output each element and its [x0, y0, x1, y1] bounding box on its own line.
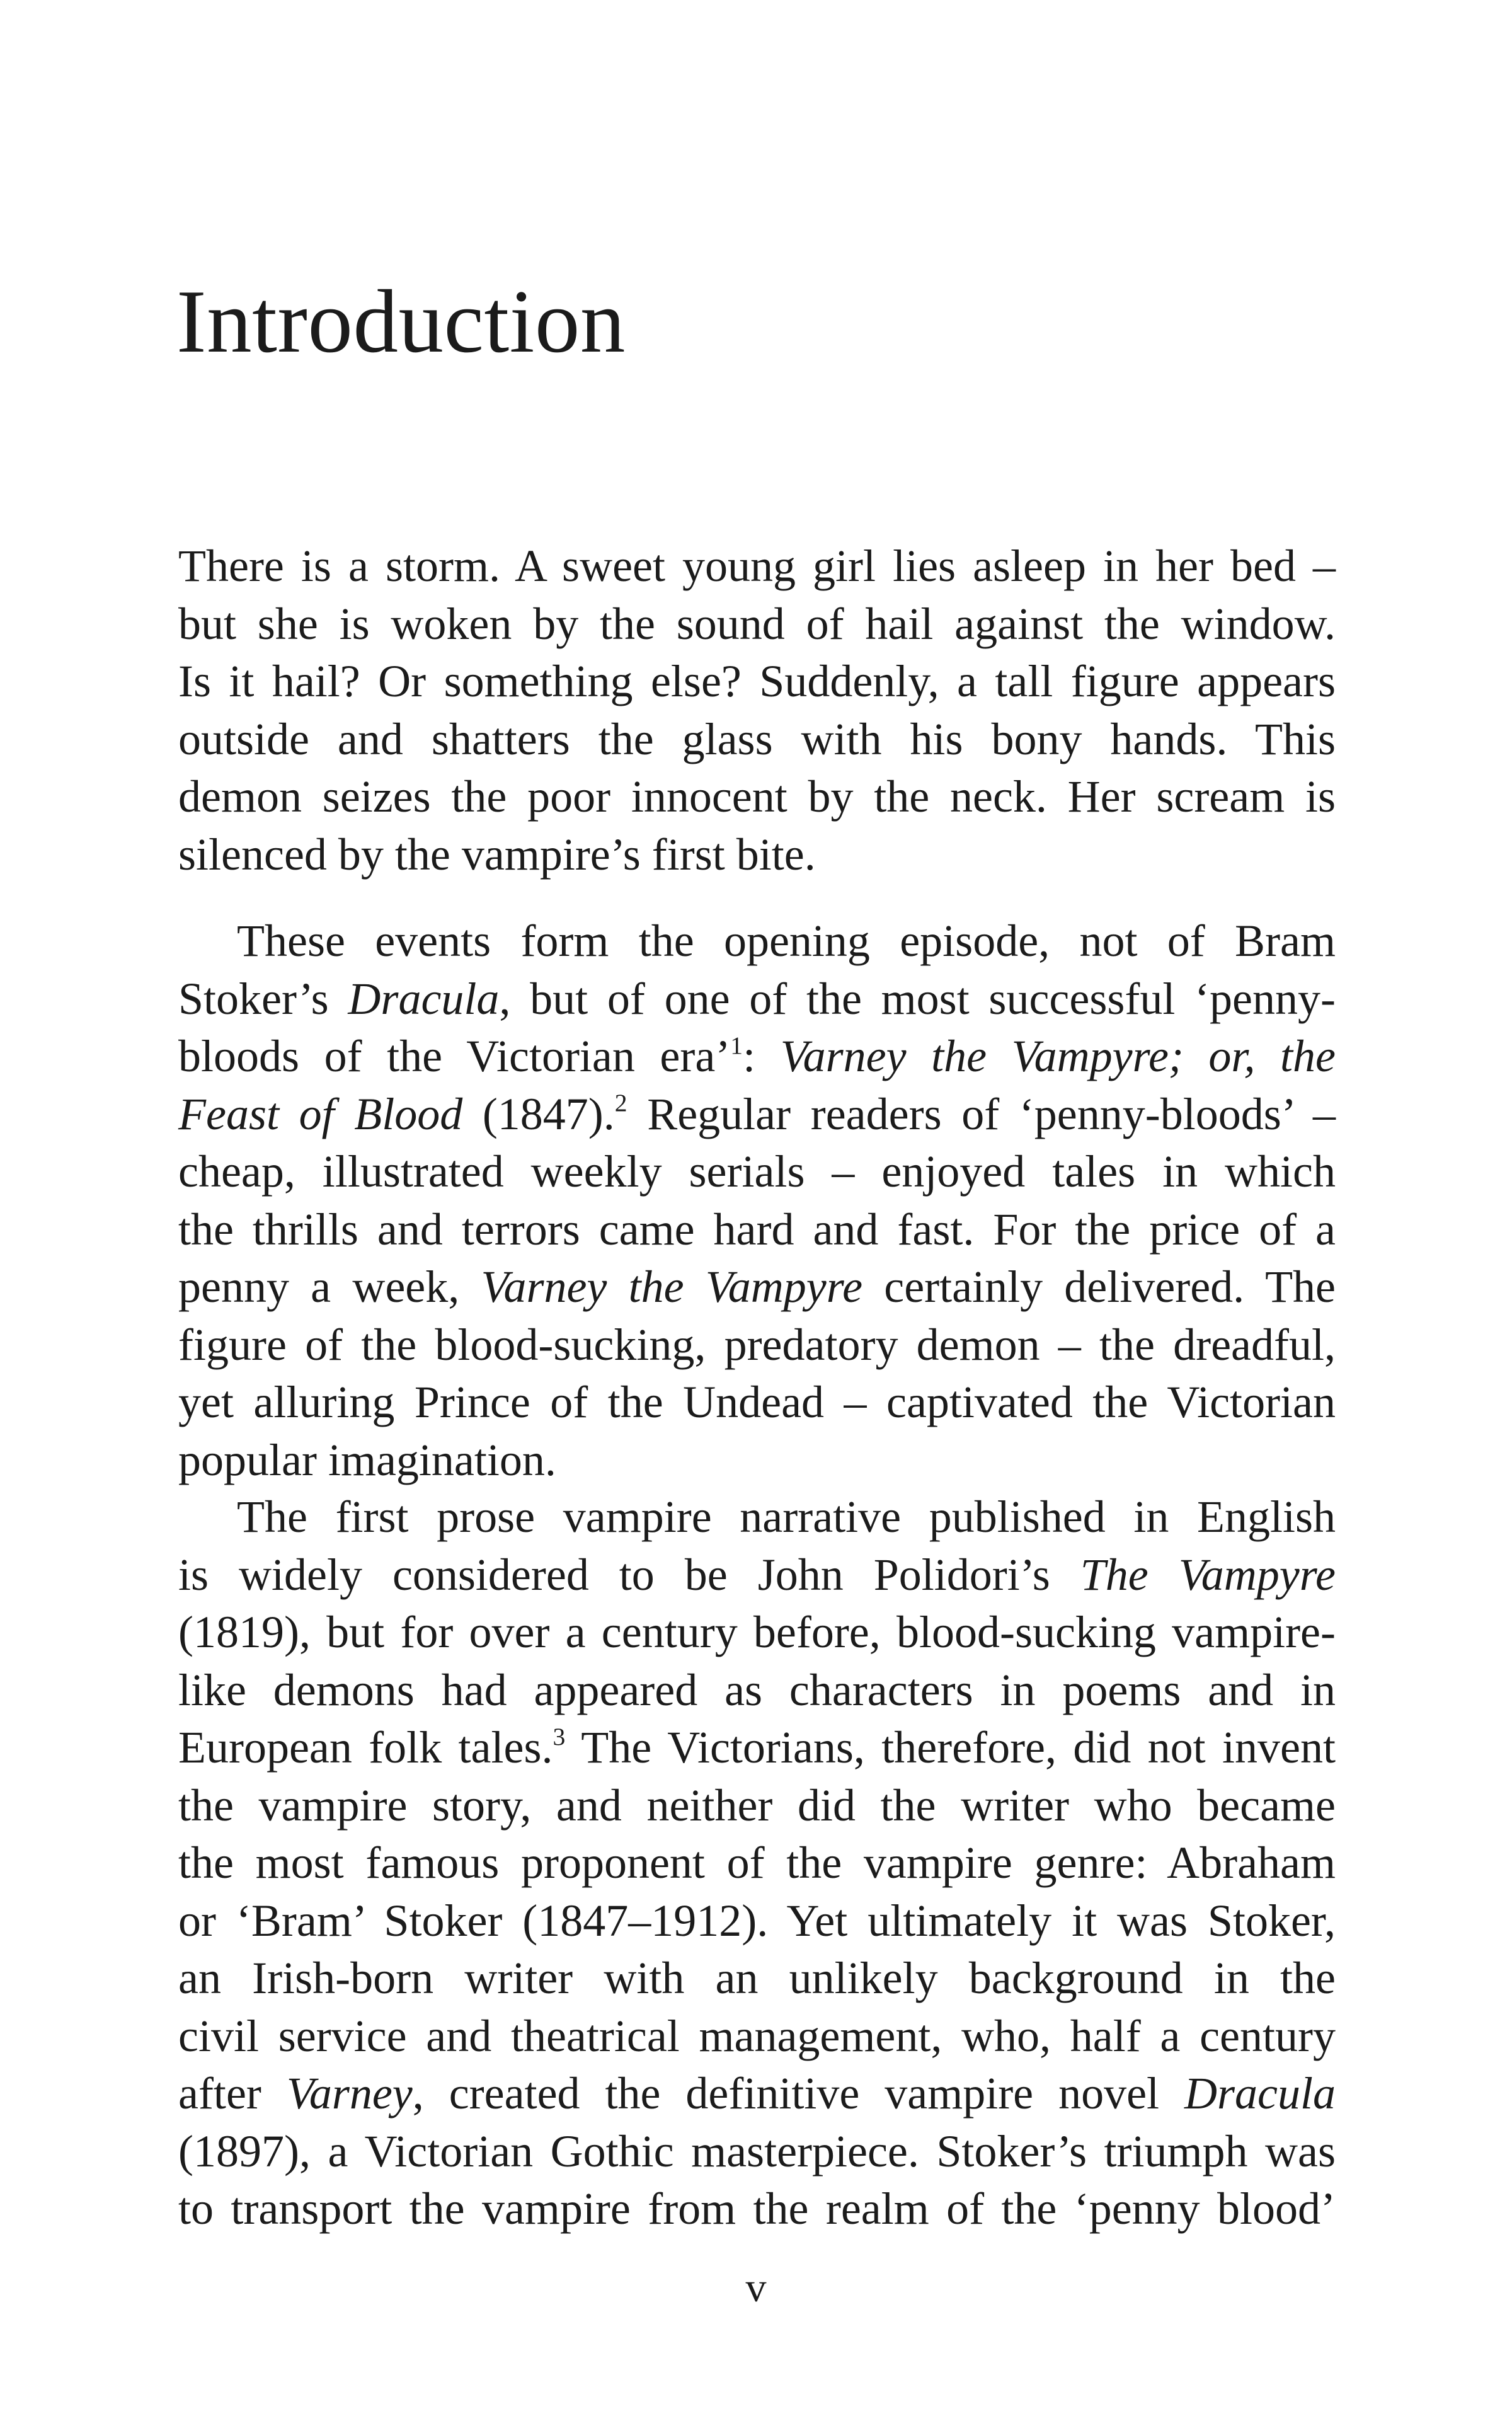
text-segment: or ‘Bram’ Stoker (1847–1912). Yet ultimately it was Stoker, [178, 1895, 1336, 1946]
text-line [178, 912, 1336, 970]
text-segment: an Irish-born writer with an unlikely background in the [178, 1953, 1336, 2003]
text-segment: after [178, 2068, 287, 2119]
text-line [178, 1834, 1336, 1892]
page-number: v [745, 2265, 767, 2311]
text-line [178, 826, 1336, 884]
text-segment: These events form the opening episode, not of Bram [237, 916, 1336, 966]
text-segment: certainly delivered. The [862, 1262, 1336, 1312]
text-segment: penny a week, [178, 1262, 481, 1312]
text-segment: , but of one of the most successful ‘penny- [499, 973, 1336, 1024]
text-segment: the thrills and terrors came hard and fast. For the price of a [178, 1204, 1336, 1255]
text-segment: outside and shatters the glass with his bony hands. This [178, 713, 1336, 764]
italic-title-varney: Varney the Vampyre [481, 1262, 863, 1312]
text-line [178, 1950, 1336, 2008]
italic-title-varney: Varney the Vampyre; or, the [780, 1031, 1336, 1081]
text-segment: to transport the vampire from the realm of the ‘penny blood’ [178, 2183, 1336, 2234]
paragraph-1 [178, 538, 1336, 883]
text-segment: (1847). [462, 1088, 615, 1139]
text-segment: There is a storm. A sweet young girl lies asleep in her bed – [178, 541, 1336, 591]
text-segment: Is it hail? Or something else? Suddenly, a tall figure appears [178, 656, 1336, 706]
text-line [178, 2008, 1336, 2066]
italic-title-the-vampyre: The Vampyre [1080, 1549, 1336, 1600]
text-segment: popular imagination. [178, 1434, 556, 1485]
text-line [178, 2065, 1336, 2123]
text-segment: demon seizes the poor innocent by the neck. Her scream is [178, 771, 1336, 822]
text-line [178, 1201, 1336, 1259]
text-segment: silenced by the vampire’s first bite. [178, 829, 816, 880]
text-line [178, 1604, 1336, 1662]
chapter-title: Introduction [176, 272, 626, 371]
italic-title-dracula: Dracula [1184, 2068, 1336, 2119]
text-segment: cheap, illustrated weekly serials – enjoyed tales in which [178, 1146, 1336, 1197]
text-line [178, 1086, 1336, 1144]
text-line [178, 1432, 1336, 1490]
text-line [178, 2123, 1336, 2181]
footnote-ref-3[interactable]: 3 [553, 1722, 566, 1751]
footnote-ref-1[interactable]: 1 [730, 1031, 743, 1059]
text-segment: figure of the blood-sucking, predatory demon – the dreadful, [178, 1319, 1336, 1370]
text-line [178, 1316, 1336, 1374]
text-segment: , created the definitive vampire novel [412, 2068, 1185, 2119]
text-segment: (1897), a Victorian Gothic masterpiece. Stoker’s triumph was [178, 2125, 1336, 2177]
italic-title-feast-of-blood: Feast of Blood [178, 1088, 463, 1139]
text-line [178, 970, 1336, 1028]
text-segment: civil service and theatrical management, who, half a century [178, 2010, 1336, 2061]
text-segment: (1819), but for over a century before, blood-sucking vampire- [178, 1607, 1336, 1657]
text-segment: bloods of the Victorian era’ [178, 1031, 731, 1081]
text-segment: The Victorians, therefore, did not invent [565, 1722, 1336, 1773]
text-line [178, 538, 1336, 595]
text-segment: the vampire story, and neither did the writer who became [178, 1780, 1336, 1831]
text-line [178, 1028, 1336, 1086]
paragraph-2 [178, 912, 1336, 1489]
text-segment: yet alluring Prince of the Undead – captivated the Victorian [178, 1377, 1336, 1427]
text-line [178, 1143, 1336, 1201]
text-segment: Stoker’s [178, 973, 348, 1024]
text-line [178, 1258, 1336, 1316]
text-line [178, 1488, 1336, 1546]
text-line [178, 1546, 1336, 1604]
text-line [178, 768, 1336, 826]
text-segment: The first prose vampire narrative published in English [237, 1492, 1336, 1542]
text-segment: is widely considered to be John Polidori’s [178, 1549, 1080, 1600]
text-line [178, 1374, 1336, 1432]
text-line [178, 711, 1336, 769]
text-line [178, 2180, 1336, 2238]
italic-title-varney: Varney [286, 2068, 413, 2119]
text-line [178, 1662, 1336, 1720]
text-line [178, 595, 1336, 653]
text-line [178, 1777, 1336, 1835]
text-line [178, 1719, 1336, 1777]
italic-title-dracula: Dracula [348, 973, 500, 1024]
text-line [178, 653, 1336, 711]
text-segment: : [743, 1031, 781, 1081]
text-segment: Regular readers of ‘penny-bloods’ – [627, 1088, 1336, 1139]
paragraph-3 [178, 1488, 1336, 2238]
text-segment: the most famous proponent of the vampire genre: Abraham [178, 1837, 1336, 1888]
text-segment: like demons had appeared as characters in poems and in [178, 1664, 1336, 1715]
text-segment: European folk tales. [178, 1722, 553, 1773]
footnote-ref-2[interactable]: 2 [614, 1089, 627, 1117]
text-segment: but she is woken by the sound of hail against the window. [178, 598, 1336, 649]
text-line [178, 1892, 1336, 1950]
